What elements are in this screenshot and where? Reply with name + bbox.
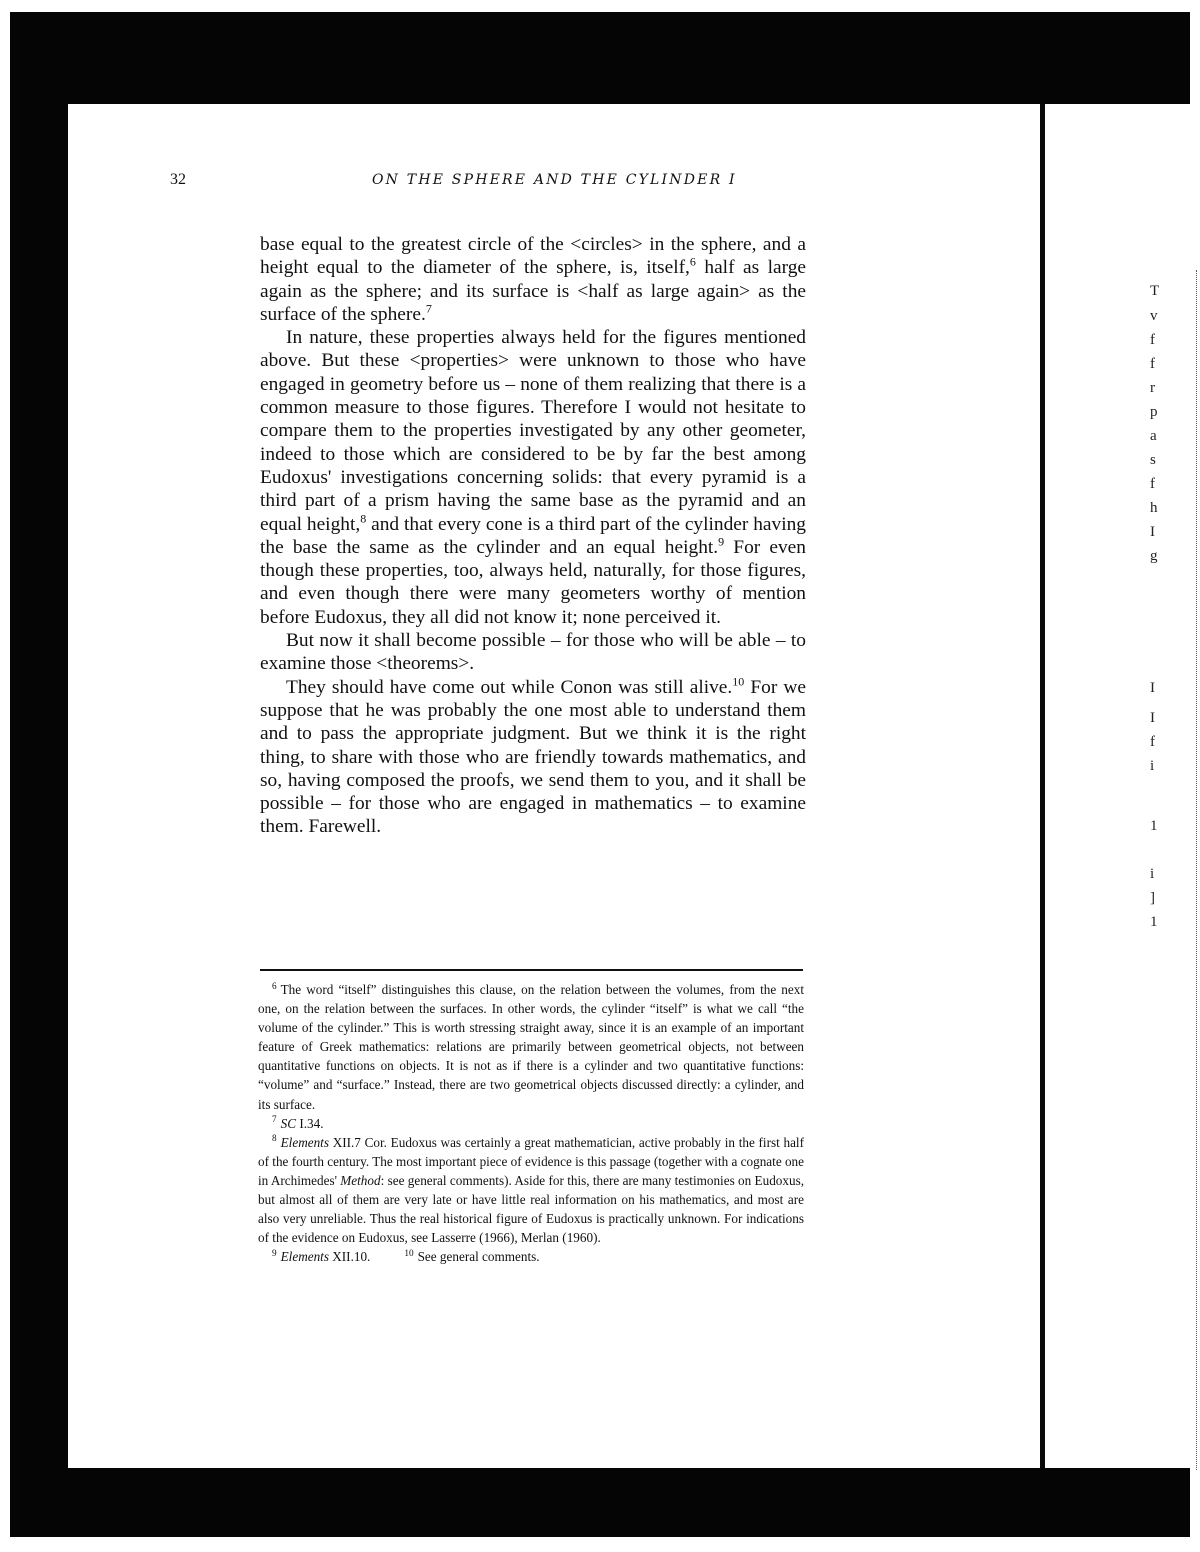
- footnote-8: $^8$ Elements XII.7 Cor. Eudoxus was certainly a great mathematician, active probably in the first half of the fourth century. The most important piece of evidence is this passage (together with a cognate one in Archimedes' Method: see general comments). Aside for this, there are many testimonies on Eudoxus, but almost all of them are very late or have little real information on his mathematics, and most are also very unreliable. Thus the real historical figure of Eudoxus is practically unknown. For indications of the evidence on Eudoxus, see Lasserre (1966), Merlan (1960).: [258, 1133, 805, 1246]
- facing-page-edge: [1196, 270, 1198, 1470]
- facing-page-glyph: I: [1150, 680, 1155, 696]
- footnote-6: $^6$ The word “itself” distinguishes this clause, on the relation between the volumes, from the next one, on the relation between the surfaces. In other words, the cylinder “itself” is what we call “the volume of the cylinder.” This is worth stressing straight away, since it is an example of an important feature of Greek mathematics: relations are primarily between geometrical objects, not between quantitative functions on objects. It is not as if there is a cylinder and two quantitative functions: “volume” and “surface.” Instead, there are two geometrical objects discussed directly: a cylinder, and its surface.: [258, 980, 804, 1112]
- footnotes: [258, 980, 804, 1266]
- facing-page-glyph: s: [1150, 452, 1156, 468]
- facing-page-glyph: f: [1150, 356, 1155, 372]
- facing-page-glyph: I: [1150, 710, 1155, 726]
- running-head: ON THE SPHERE AND THE CYLINDER I: [372, 172, 737, 188]
- facing-page-glyph: f: [1150, 332, 1155, 348]
- scan-border-left: [10, 12, 68, 1537]
- facing-page-glyph: f: [1150, 734, 1155, 750]
- paragraph-1: base equal to the greatest circle of the <circles> in the sphere, and a height equal to the diameter of the sphere, is, itself,$^6$ half as large again as the sphere; and its surface is <half as large again> as the surface of the sphere.$^7$: [260, 234, 807, 325]
- footnote-ref-9[interactable]: 9: [718, 534, 725, 549]
- facing-page-glyph: 1: [1150, 818, 1158, 834]
- footnote-ref-8[interactable]: 8: [360, 511, 367, 526]
- page-number: 32: [170, 171, 186, 188]
- paragraph-2: In nature, these properties always held for the figures mentioned above. But these <properties> were unknown to those who have engaged in geometry before us – none of them realizing that there is a common measure to those figures. Therefore I would not hesitate to compare them to the properties investigated by any other geometer, indeed to those which are considered to be by far the best among Eudoxus' investigations concerning solids: that every pyramid is a third part of a prism having the same base as the pyramid and an equal height,$^8$ and that every cone is a third part of the cylinder having the base the same as the cylinder and an equal height.$^9$ For even though these properties, too, always held, naturally, for those figures, and even though there were many geometers worthy of mention before Eudoxus, they all did not know it; none perceived it.: [260, 327, 807, 628]
- footnote-9-10: $^9$ Elements XII.10. $^{10}$ See general comments.: [272, 1247, 540, 1265]
- paragraph-3: But now it shall become possible – for those who will be able – to examine those <theorems>.: [260, 630, 806, 675]
- facing-page-glyph: ]: [1150, 890, 1155, 906]
- main-text: [260, 233, 806, 839]
- facing-page-glyph: i: [1150, 866, 1155, 882]
- footnote-ref-7[interactable]: 7: [425, 301, 432, 316]
- facing-page-glyph: g: [1150, 548, 1158, 564]
- facing-page-glyph: p: [1150, 404, 1158, 420]
- footnote-rule: [260, 969, 803, 971]
- footnote-7: $^7$ SC I.34.: [272, 1114, 324, 1131]
- footnote-ref-6[interactable]: 6: [689, 254, 696, 269]
- facing-page-glyph: r: [1150, 380, 1155, 396]
- facing-page-glyph: T: [1150, 283, 1160, 299]
- facing-page-glyph: h: [1150, 500, 1158, 516]
- scan-border-top: [10, 12, 1190, 104]
- facing-page-glyph: f: [1150, 476, 1155, 492]
- scan-border-bottom: [10, 1468, 1190, 1537]
- facing-page-glyph: 1: [1150, 914, 1158, 930]
- footnote-ref-10[interactable]: 10: [732, 674, 745, 689]
- facing-page-glyph: v: [1150, 308, 1158, 324]
- paragraph-4: They should have come out while Conon was still alive.$^{10}$ For we suppose that he was probably the one most able to understand them and to pass the appropriate judgment. But we think it is the right thing, to share with those who are friendly towards mathematics, and so, having composed the proofs, we send them to you, and it shall be possible – for those who are engaged in mathematics – to examine them. Farewell.: [260, 674, 806, 838]
- facing-page-glyph: I: [1150, 524, 1155, 540]
- book-gutter: [1040, 104, 1045, 1468]
- facing-page-glyph: i: [1150, 758, 1155, 774]
- facing-page-glyph: a: [1150, 428, 1157, 444]
